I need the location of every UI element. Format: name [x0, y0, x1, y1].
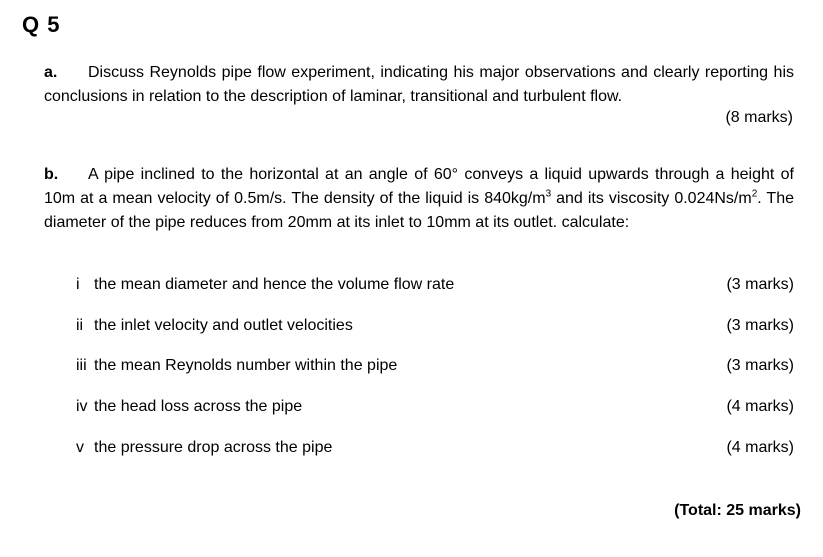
part-a-text: Discuss Reynolds pipe flow experiment, indicating his major observations and clearly reporting his conclusions in relation to the description of laminar, transitional and turbulent flow. [44, 64, 794, 105]
part-a-label: a. [44, 64, 58, 81]
subquestion-text: the inlet velocity and outlet velocities [94, 317, 353, 334]
subquestion-number: iv [76, 398, 88, 415]
subquestion-marks: (4 marks) [726, 398, 794, 415]
subquestion-item [76, 436, 794, 460]
part-b-label: b. [44, 166, 59, 183]
part-b-text-1: A pipe inclined to the horizontal at an angle of 60° conveys a liquid upwards through a height of 10m at a mean velocity of 0.5m/s. The density of the liquid is 840kg/m [44, 166, 794, 207]
subquestion-marks: (3 marks) [726, 357, 794, 374]
subquestion-text: the pressure drop across the pipe [94, 439, 333, 456]
part-b-sup-1: 3 [545, 188, 552, 200]
part-b-text-3: . The diameter of the pipe reduces from 20mm at its inlet to 10mm at its outlet. calculate: [44, 190, 795, 231]
subquestion-text: the head loss across the pipe [94, 398, 303, 415]
part-b-sup-2: 2 [751, 188, 758, 200]
subquestion-marks: (3 marks) [726, 317, 794, 334]
part-a-paragraph [44, 61, 794, 109]
subquestion-number: iii [76, 357, 87, 374]
part-a-marks: (8 marks) [725, 109, 793, 126]
part-b-paragraph [44, 163, 794, 235]
subquestion-item [76, 354, 794, 378]
subquestion-text: the mean diameter and hence the volume flow rate [94, 276, 455, 293]
subquestion-number: ii [76, 317, 84, 334]
subquestion-text: the mean Reynolds number within the pipe [94, 357, 398, 374]
subquestion-item [76, 314, 794, 338]
part-b-text-2: and its viscosity 0.024Ns/m [551, 190, 752, 207]
subquestion-marks: (3 marks) [726, 276, 794, 293]
subquestion-number: i [76, 276, 80, 293]
subquestion-item [76, 395, 794, 419]
subquestion-item [76, 273, 794, 297]
question-title: Q 5 [22, 12, 61, 37]
total-marks: (Total: 25 marks) [674, 502, 801, 519]
subquestion-marks: (4 marks) [726, 439, 794, 456]
subquestion-number: v [76, 439, 84, 456]
